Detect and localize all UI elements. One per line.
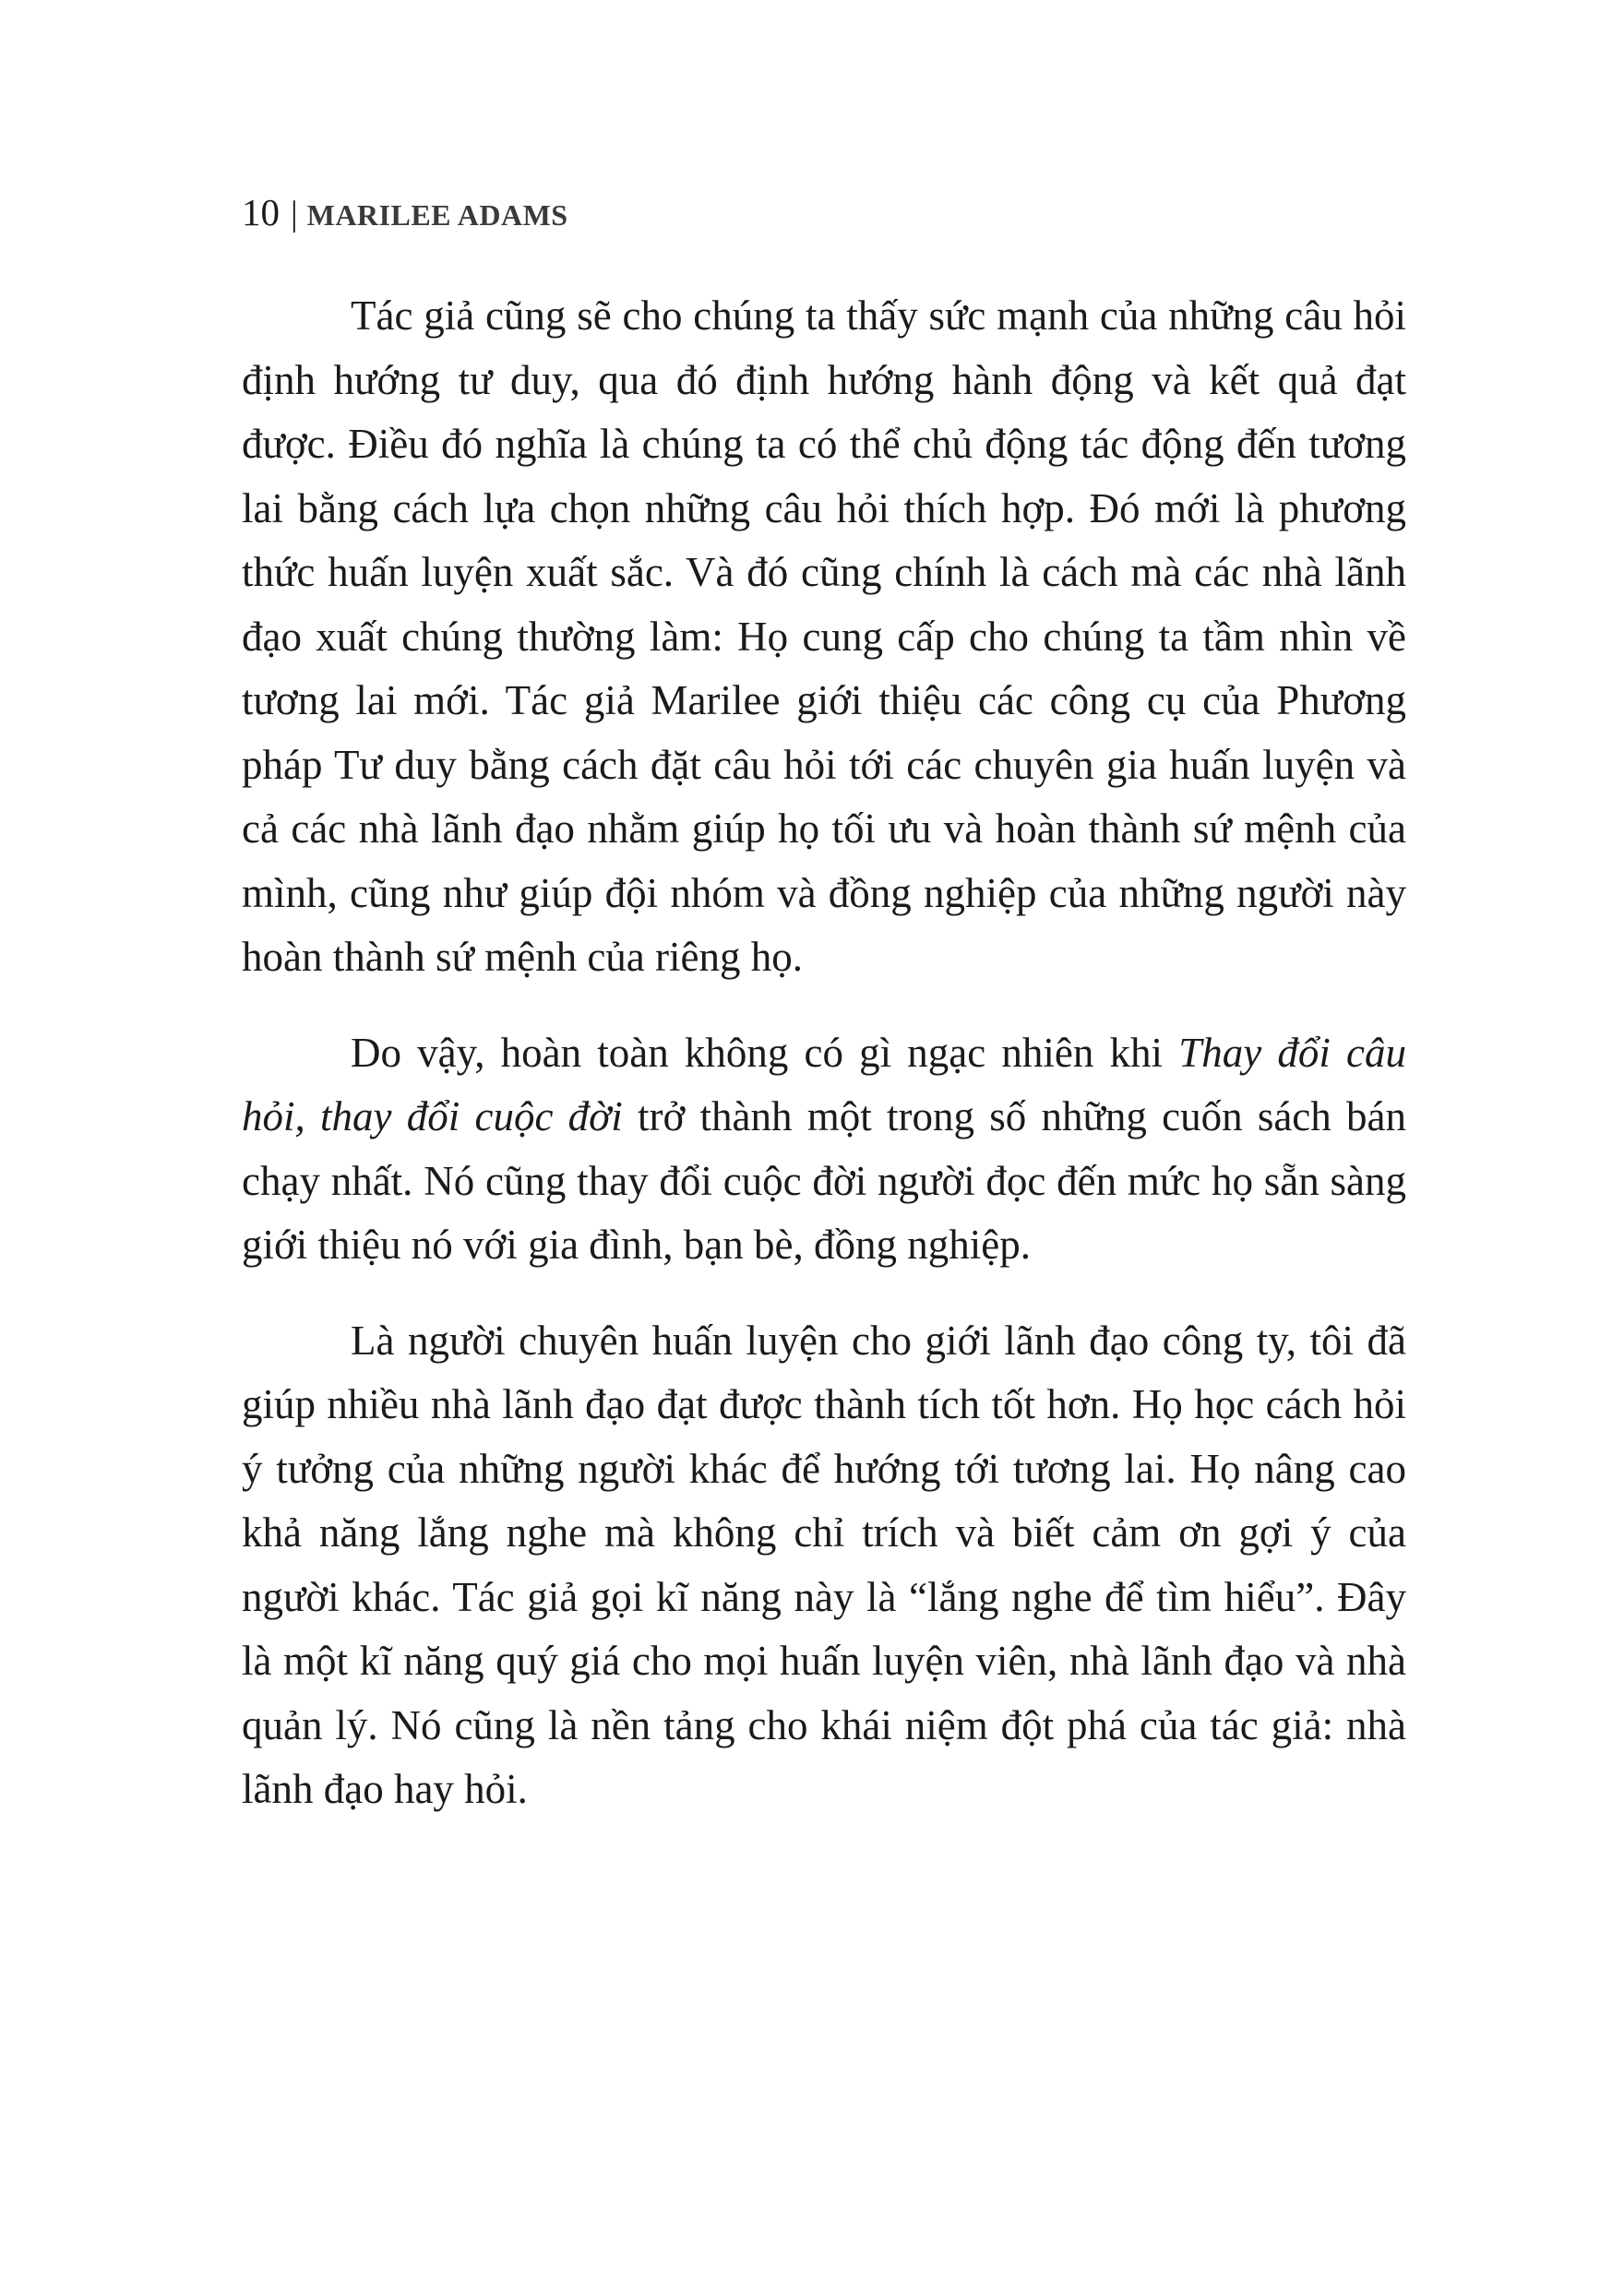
paragraph-2-rest: trở thành một trong số những cuốn sách bán chạy nhất. Nó cũng thay đổi cuộc đời người đọc đến mức họ sẵn sàng giới thiệu nó với gia đình, bạn bè, đồng nghiệp. xyxy=(242,1093,1407,1268)
body-text xyxy=(242,284,1406,1854)
page-number: 10 xyxy=(242,191,280,233)
header-separator: | xyxy=(291,195,298,233)
paragraph-2-lead: Do vậy, hoàn toàn không có gì ngạc nhiên khi xyxy=(351,1029,1179,1076)
paragraph-3: Là người chuyên huấn luyện cho giới lãnh đạo công ty, tôi đã giúp nhiều nhà lãnh đạo đạt được thành tích tốt hơn. Họ học cách hỏi ý tưởng của những người khác để hướng tới tương lai. Họ nâng cao khả năng lắng nghe mà không chỉ trích và biết cảm ơn gợi ý của người khác. Tác giả gọi kĩ năng này là “lắng nghe để tìm hiểu”. Đây là một kĩ năng quý giá cho mọi huấn luyện viên, nhà lãnh đạo và nhà quản lý. Nó cũng là nền tảng cho khái niệm đột phá của tác giả: nhà lãnh đạo hay hỏi. xyxy=(242,1317,1406,1812)
header-author: MARILEE ADAMS xyxy=(306,198,568,232)
paragraph-1: Tác giả cũng sẽ cho chúng ta thấy sức mạnh của những câu hỏi định hướng tư duy, qua đó định hướng hành động và kết quả đạt được. Điều đó nghĩa là chúng ta có thể chủ động tác động đến tương lai bằng cách lựa chọn những câu hỏi thích hợp. Đó mới là phương thức huấn luyện xuất sắc. Và đó cũng chính là cách mà các nhà lãnh đạo xuất chúng thường làm: Họ cung cấp cho chúng ta tầm nhìn về tương lai mới. Tác giả Marilee giới thiệu các công cụ của Phương pháp Tư duy bằng cách đặt câu hỏi tới các chuyên gia huấn luyện và cả các nhà lãnh đạo nhằm giúp họ tối ưu và hoàn thành sứ mệnh của mình, cũng như giúp đội nhóm và đồng nghiệp của những người này hoàn thành sứ mệnh của riêng họ. xyxy=(242,292,1406,980)
paragraph-2 xyxy=(242,1021,1406,1278)
running-header xyxy=(242,185,568,240)
book-title-italic: Thay đổi câu hỏi, thay đổi cuộc đời xyxy=(242,1029,1406,1139)
